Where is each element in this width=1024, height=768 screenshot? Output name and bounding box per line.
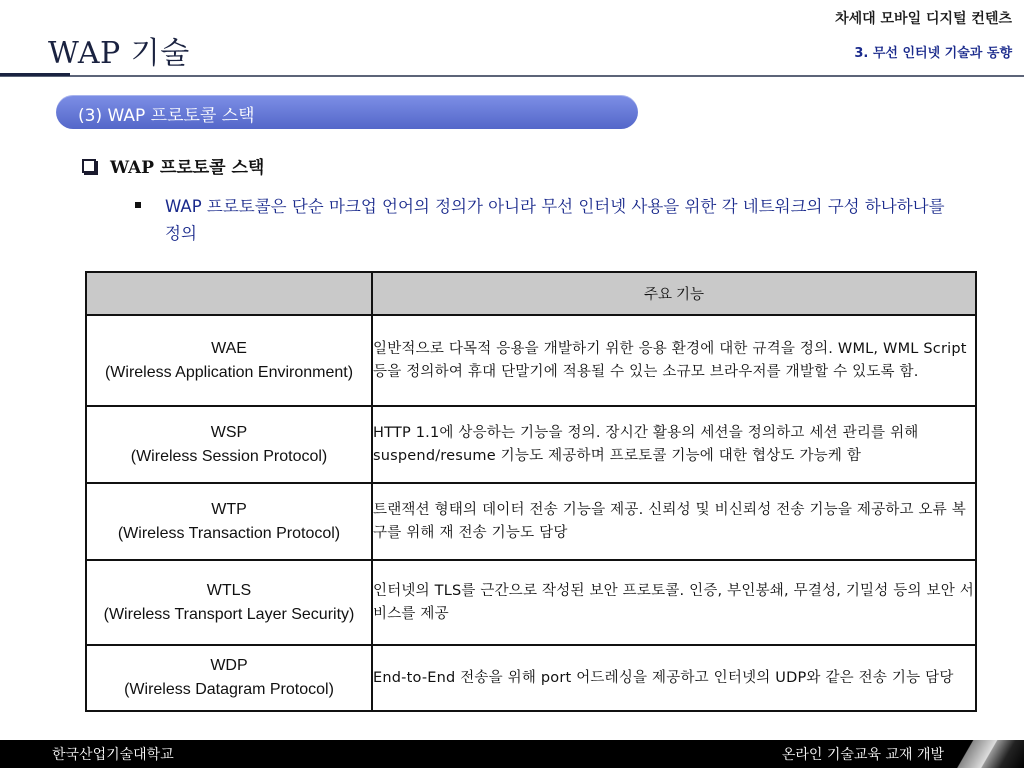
sub-bullet-text: WAP 프로토콜은 단순 마크업 언어의 정의가 아니라 무선 인터넷 사용을 위한 각 네트워크의 구성 하나하나를 정의 — [165, 197, 945, 243]
protocol-name-cell — [86, 560, 372, 645]
section-banner-label: (3) WAP 프로토콜 스택 — [78, 106, 255, 126]
square-bullet-icon — [135, 202, 141, 208]
protocol-table — [85, 271, 977, 712]
protocol-abbr: WTLS — [206, 581, 252, 599]
protocol-name-cell — [86, 315, 372, 406]
table-row — [86, 315, 976, 406]
protocol-desc-cell: HTTP 1.1에 상응하는 기능을 정의. 장시간 활용의 세션을 정의하고 세션 관리를 위해 suspend/resume 기능도 제공하며 프로토콜 기능에 대한 협상도 가능케 함 — [372, 406, 976, 483]
protocol-desc-cell: 일반적으로 다목적 응용을 개발하기 위한 응용 환경에 대한 규격을 정의. WML, WML Script 등을 정의하여 휴대 단말기에 적용될 수 있는 소규모 브라우저를 개발할 수 있도록 함. — [372, 315, 976, 406]
course-name: 차세대 모바일 디지털 컨텐츠 — [835, 11, 1012, 27]
footer-decoration — [944, 740, 1024, 768]
protocol-name-cell — [86, 406, 372, 483]
protocol-abbr: WSP — [210, 423, 248, 441]
protocol-desc-cell: End-to-End 전송을 위해 port 어드레싱을 제공하고 인터넷의 UDP와 같은 전송 기능 담당 — [372, 645, 976, 711]
footer-school: 한국산업기술대학교 — [52, 747, 174, 763]
table-row — [86, 406, 976, 483]
protocol-desc-cell: 인터넷의 TLS를 근간으로 작성된 보안 프로토콜. 인증, 부인봉쇄, 무결성, 기밀성 등의 보안 서비스를 제공 — [372, 560, 976, 645]
bullet-heading-text: WAP 프로토콜 스택 — [110, 158, 265, 178]
table-row — [86, 645, 976, 711]
table-row — [86, 483, 976, 560]
protocol-desc-cell: 트랜잭션 형태의 데이터 전송 기능을 제공. 신뢰성 및 비신뢰성 전송 기능을 제공하고 오류 복구를 위해 재 전송 기능도 담당 — [372, 483, 976, 560]
section-banner — [56, 95, 638, 129]
sub-bullet — [135, 193, 965, 247]
table-header-row — [86, 272, 976, 315]
table-header-name — [86, 272, 372, 315]
protocol-fullname: (Wireless Application Environment) — [104, 363, 354, 381]
protocol-name-cell — [86, 483, 372, 560]
footer-project: 온라인 기술교육 교재 개발 — [781, 747, 944, 763]
checkbox-bullet-icon — [82, 159, 96, 173]
footer-bar — [0, 740, 1024, 768]
protocol-abbr: WAE — [211, 339, 247, 357]
protocol-fullname: (Wireless Datagram Protocol) — [124, 681, 334, 698]
slide-title: WAP 기술 — [48, 36, 190, 71]
table-header-function: 주요 기능 — [372, 272, 976, 315]
protocol-abbr: WDP — [210, 657, 248, 674]
protocol-fullname: (Wireless Session Protocol) — [130, 447, 328, 465]
chapter-name: 3. 무선 인터넷 기술과 동향 — [854, 46, 1012, 61]
bullet-heading — [82, 153, 264, 178]
protocol-fullname: (Wireless Transport Layer Security) — [103, 605, 355, 623]
protocol-name-cell — [86, 645, 372, 711]
protocol-abbr: WTP — [211, 500, 247, 518]
table-row — [86, 560, 976, 645]
header-divider-accent — [0, 73, 70, 76]
protocol-fullname: (Wireless Transaction Protocol) — [117, 524, 341, 542]
header-divider — [0, 75, 1024, 77]
